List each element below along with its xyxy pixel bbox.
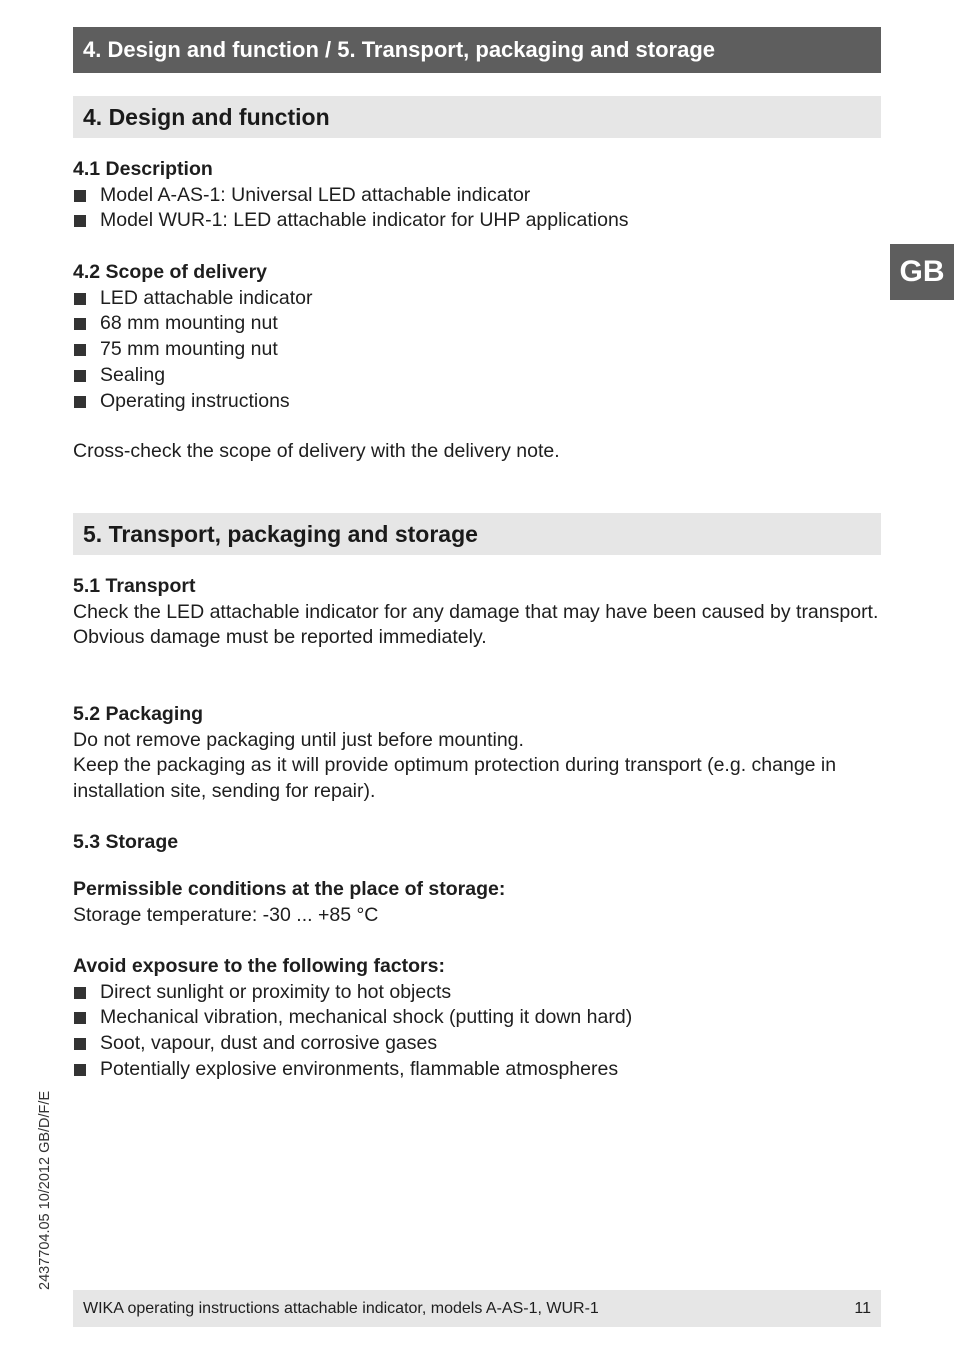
subsection-4-2-heading: 4.2 Scope of delivery: [73, 261, 268, 283]
subsection-5-3-heading-text: 5.3 Storage: [73, 831, 179, 853]
language-tab-gb: GB: [890, 244, 954, 300]
subsection-5-2: [73, 702, 883, 805]
list-item: Model WUR-1: LED attachable indicator for UHP applications: [73, 208, 883, 234]
section-5-title: 5. Transport, packaging and storage: [73, 513, 881, 555]
list-item: LED attachable indicator: [73, 286, 883, 312]
list-item: Soot, vapour, dust and corrosive gases: [73, 1031, 883, 1057]
storage-temperature: Storage temperature: -30 ... +85 °C: [73, 903, 379, 926]
storage-conditions: [73, 877, 883, 928]
list-item: 75 mm mounting nut: [73, 337, 883, 363]
section-4-title: 4. Design and function: [73, 96, 881, 138]
storage-avoid: [73, 954, 883, 1083]
scope-note: Cross-check the scope of delivery with the delivery note.: [73, 440, 560, 462]
page-header-title: 4. Design and function / 5. Transport, packaging and storage: [73, 27, 881, 73]
avoid-heading: Avoid exposure to the following factors:: [73, 955, 445, 977]
list-item: Operating instructions: [73, 389, 883, 415]
scope-list: [73, 286, 883, 415]
page-number: 11: [854, 1299, 871, 1317]
transport-text: Obvious damage must be reported immediately.: [73, 626, 487, 649]
subsection-4-1: [73, 157, 883, 234]
footer-text: WIKA operating instructions attachable indicator, models A-AS-1, WUR-1: [83, 1299, 599, 1317]
subsection-4-2: [73, 260, 883, 414]
list-item: Mechanical vibration, mechanical shock (putting it down hard): [73, 1005, 883, 1031]
avoid-list: [73, 980, 883, 1083]
packaging-text: Keep the packaging as it will provide optimum protection during transport (e.g. change in installation site, sending for repair).: [73, 754, 837, 803]
subsection-5-3-heading: [73, 830, 883, 856]
document-code: 2437704.05 10/2012 GB/D/F/E: [37, 1090, 53, 1290]
subsection-5-1: [73, 574, 883, 651]
list-item: 68 mm mounting nut: [73, 311, 883, 337]
subsection-5-1-heading: 5.1 Transport: [73, 575, 196, 597]
subsection-4-1-heading: 4.1 Description: [73, 158, 213, 180]
description-list: [73, 183, 883, 234]
list-item: Potentially explosive environments, flammable atmospheres: [73, 1057, 883, 1083]
subsection-5-2-heading: 5.2 Packaging: [73, 703, 204, 725]
transport-text: Check the LED attachable indicator for any damage that may have been caused by transport.: [73, 600, 879, 623]
list-item: Direct sunlight or proximity to hot objects: [73, 980, 883, 1006]
storage-conditions-heading: Permissible conditions at the place of storage:: [73, 878, 506, 900]
list-item: Model A-AS-1: Universal LED attachable indicator: [73, 183, 883, 209]
page-footer: [73, 1290, 881, 1327]
list-item: Sealing: [73, 363, 883, 389]
packaging-text: Do not remove packaging until just before mounting.: [73, 728, 524, 751]
